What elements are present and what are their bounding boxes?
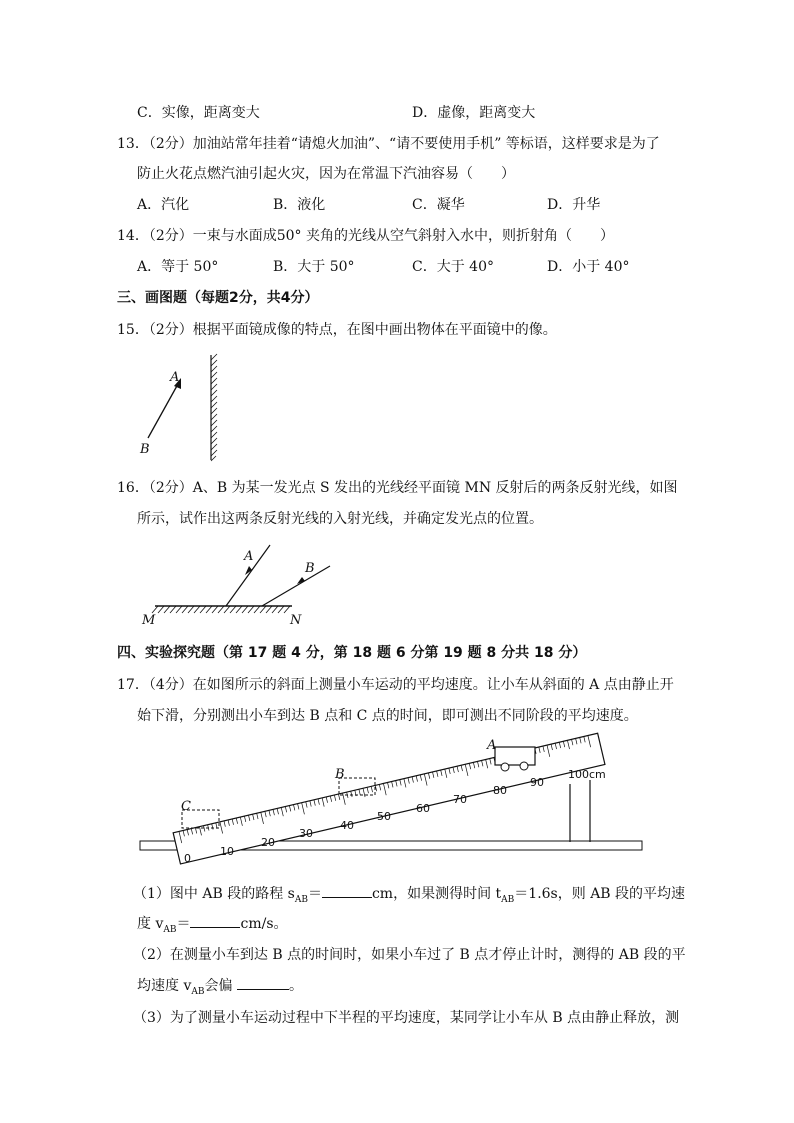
section3-title: 三、画图题（每题2分，共4分） (117, 290, 319, 306)
section4-title: 四、实验探究题（第 17 题 4 分，第 18 题 6 分第 19 题 8 分共 18 分） (117, 645, 587, 661)
q17-stem-line1: 17．（4分）在如图所示的斜面上测量小车运动的平均速度。让小车从斜面的 A 点由静止开 (117, 677, 674, 693)
q17-part3-line1: （3）为了测量小车运动过程中下半程的平均速度，某同学让小车从 B 点由静止释放，测 (133, 1010, 680, 1026)
ruler-label-30: 30 (299, 827, 313, 840)
q13-option-c: C．凝华 (412, 197, 465, 213)
q17-part1-line1: （1）图中 AB 段的路程 $s_{AB}=$ cm，如果测得时间 $t_{AB}=1.6s$，则 AB 段的平均速 (133, 883, 685, 910)
q17-label-c: C (181, 799, 191, 814)
q16-label-b: B (305, 561, 315, 576)
q17-blank-sab[interactable] (322, 883, 372, 898)
q17-label-b: B (335, 767, 345, 782)
ruler-label-60: 60 (416, 802, 430, 815)
q14-option-c: C．大于 40° (412, 259, 494, 275)
q15-label-b: B (140, 442, 150, 457)
q16-ray-b (262, 566, 330, 606)
q17-blank-bias[interactable] (237, 975, 289, 990)
q16-mirror-mn (152, 606, 292, 613)
q16-stem-line2: 所示，试作出这两条反射光线的入射光线，并确定发光点的位置。 (137, 511, 543, 527)
q13-stem-line1: 13．（2分）加油站常年挂着“请熄火加油”、“请不要使用手机” 等标语，这样要求是为了 (117, 136, 660, 152)
q13-option-d: D．升华 (547, 197, 601, 213)
q12-option-c: C．实像，距离变大 (137, 105, 260, 121)
q13-option-b: B．液化 (273, 197, 326, 213)
q16-label-m: M (142, 613, 156, 628)
q16-label-n: N (290, 613, 302, 628)
q17-support-post (570, 780, 590, 842)
q14-option-a: A．等于 50° (137, 259, 219, 275)
q16-stem-line1: 16．（2分）A、B 为某一发光点 S 发出的光线经平面镜 MN 反射后的两条反射光线，如图 (117, 480, 678, 496)
q15-plane-mirror (211, 354, 217, 461)
q13-option-a: A．汽化 (137, 197, 190, 213)
q14-option-d: D．小于 40° (547, 259, 630, 275)
q17-part1-line2: 度 $v_{AB}= cm/s$。 (137, 913, 288, 940)
ruler-label-50: 50 (377, 810, 391, 823)
ruler-label-70: 70 (453, 793, 467, 806)
ruler-label-80: 80 (493, 784, 507, 797)
ruler-label-0: 0 (184, 852, 191, 865)
ruler-label-100cm: 100cm (568, 768, 606, 781)
ruler-label-20: 20 (261, 836, 275, 849)
q15-label-a: A (170, 370, 180, 385)
q17-part2-line2: 均速度 $v_{AB}$会偏 。 (137, 975, 303, 1002)
q17-stem-line2: 始下滑，分别测出小车到达 B 点和 C 点的时间，即可测出不同阶段的平均速度。 (137, 708, 638, 724)
q15-object-arrow (148, 378, 181, 438)
q17-blank-vab[interactable] (190, 913, 240, 928)
q14-option-b: B．大于 50° (273, 259, 355, 275)
q16-label-a: A (244, 549, 254, 564)
ruler-label-90: 90 (530, 776, 544, 789)
q17-part2-line1: （2）在测量小车到达 B 点的时间时，如果小车过了 B 点才停止计时，测得的 AB 段的平 (133, 947, 686, 963)
q17-label-a: A (487, 738, 497, 753)
q12-option-d: D．虚像，距离变大 (412, 105, 536, 121)
q13-stem-line2: 防止火花点燃汽油引起火灾，因为在常温下汽油容易（ ） (137, 166, 515, 182)
q15-stem: 15．（2分）根据平面镜成像的特点，在图中画出物体在平面镜中的像。 (117, 322, 557, 338)
ruler-label-40: 40 (340, 819, 354, 832)
q14-stem-line1: 14．（2分）一束与水面成50° 夹角的光线从空气斜射入水中，则折射角（ ） (117, 228, 614, 244)
ruler-label-10: 10 (220, 845, 234, 858)
